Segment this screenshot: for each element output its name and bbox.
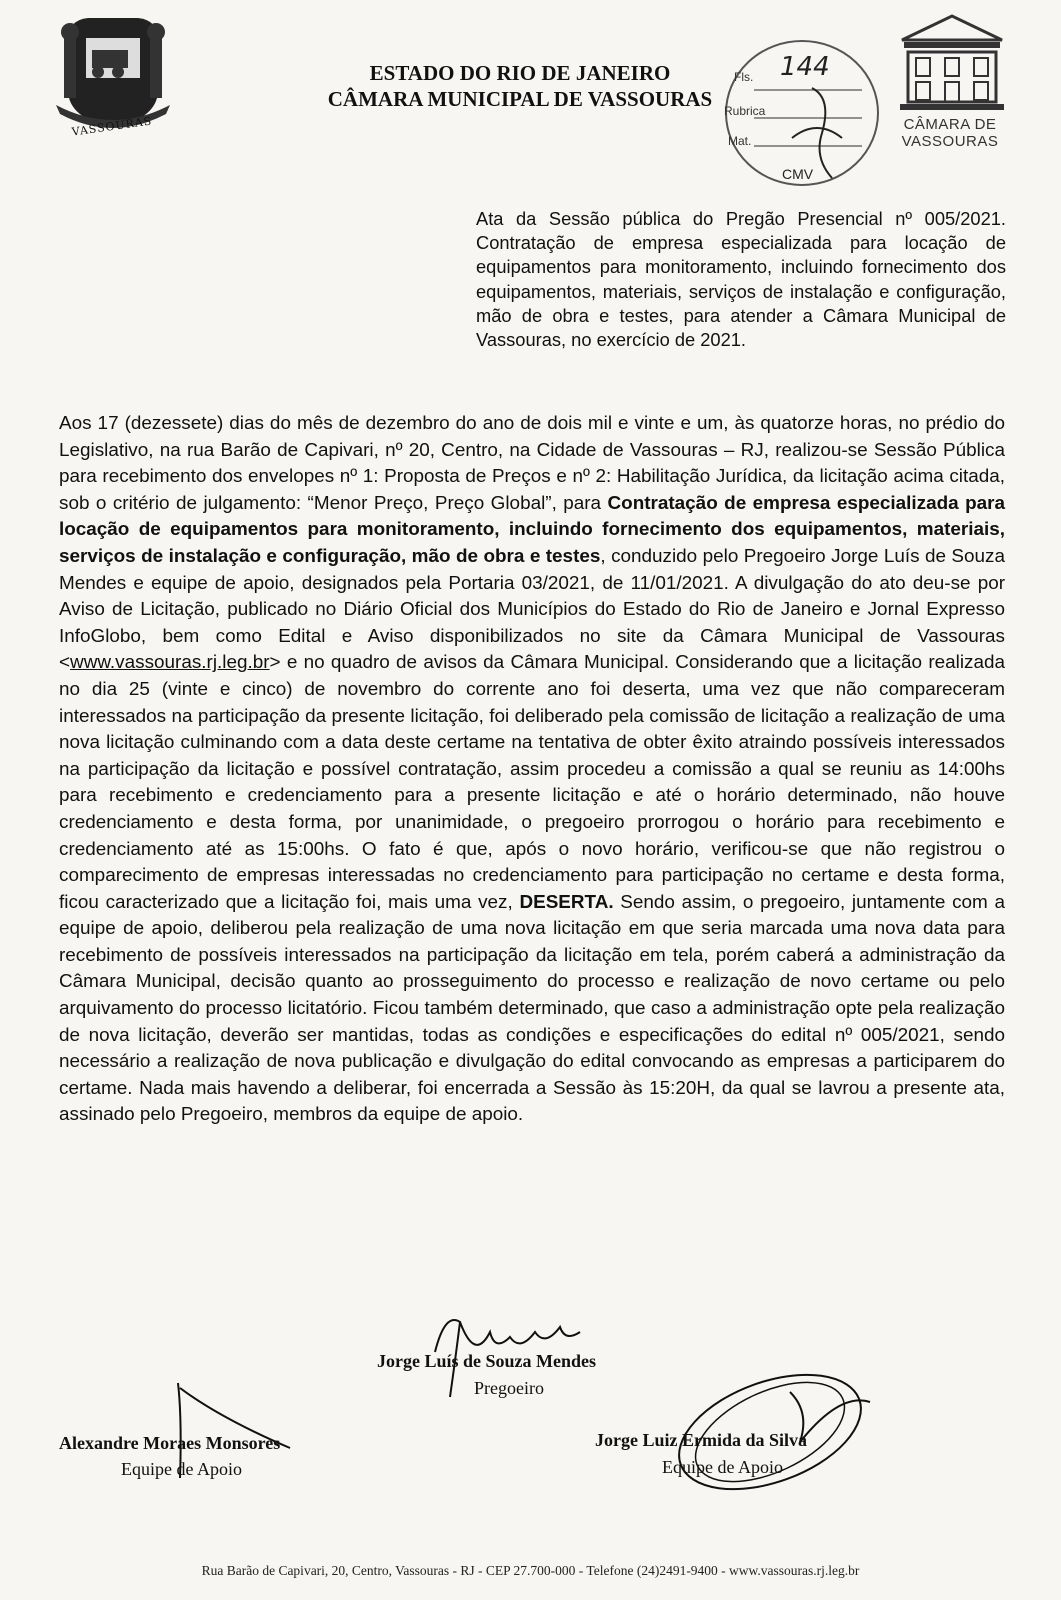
stamp-cmv: CMV [782,166,814,182]
body-part-4: Sendo assim, o pregoeiro, juntamente com a equipe de apoio, deliberou pela realização de uma nova licitação em que seria marcada uma nova data para recebimento de possíveis interessados na participação da licitação em tela, porém caberá a administração da Câmara Municipal, decisão quanto ao prosseguimento do processo e realização de novo certame ou pelo arquivamento do processo licitatório. Ficou também determinado, que caso a administração opte pela realização de nova licitação, deverão ser mantidas, todas as condições e especificações do edital nº 005/2021, sendo necessário a realização de nova publicação e divulgação do edital convocando as empresas a participarem do certame. Nada mais havendo a deliberar, foi encerrada a Sessão às 15:20H, da qual se lavrou a presente ata, assinado pelo Pregoeiro, membros da equipe de apoio. [59,891,1006,1126]
member1-name: Alexandre Moraes Monsores [59,1433,281,1453]
left-logo-caption: VASSOURAS [70,114,154,139]
page-number-stamp [722,38,882,188]
camara-building-logo [896,12,1008,112]
stamp-fls-value: 144 [780,52,830,82]
member2-role: Equipe de Apoio [662,1457,783,1477]
member1-role: Equipe de Apoio [121,1459,242,1479]
footer-address: Rua Barão de Capivari, 20, Centro, Vassouras - RJ - CEP 27.700-000 - Telefone (24)2491-9400 - www.vassouras.rj.leg.br [201,1563,860,1578]
right-logo-caption-line1: CÂMARA DE [903,116,997,133]
right-logo-caption [880,116,1020,150]
body-part-1: Aos 17 (dezessete) dias do mês de dezembro do ano de dois mil e vinte e um, às quatorze horas, no prédio do Legislativo, na rua Barão de Capivari, nº 20, Centro, na Cidade de Vassouras – RJ, realizou-se Sessão Pública para recebimento dos envelopes nº 1: Proposta de Preços e nº 2: Habilitação Jurídica, da licitação acima citada, sob o critério de julgamento: “Menor Preço, Preço Global”, para [59,413,1005,514]
right-logo-caption-line2: VASSOURAS [901,133,999,150]
member2-name: Jorge Luiz Ermida da Silva [595,1430,808,1450]
page-header-title [300,60,740,112]
pregoeiro-role: Pregoeiro [474,1378,544,1398]
minutes-body [59,411,1005,1129]
website-link[interactable]: www.vassouras.rj.leg.br [70,652,270,674]
summary-ementa: Ata da Sessão pública do Pregão Presencial nº 005/2021. Contratação de empresa especializada para locação de equipamentos para monitoramento, incluindo fornecimento dos equipamentos, materiais, serviços de instalação e configuração, mão de obra e testes, para atender a Câmara Municipal de Vassouras, no exercício de 2021. [476,208,1006,351]
body-bold-deserta: DESERTA. [519,891,614,913]
body-bold-object: Contratação de empresa especializada para locação de equipamentos para monitoramento, incluindo fornecimento dos equipamentos, materiais, serviços de instalação e configuração, mão de obra e testes [59,492,1005,567]
header-state: ESTADO DO RIO DE JANEIRO [369,61,671,85]
stamp-mat-label: Mat. [728,134,752,148]
header-chamber: CÂMARA MUNICIPAL DE VASSOURAS [327,87,713,111]
stamp-rubrica-label: Rubrica [724,104,766,118]
body-part-3: > e no quadro de avisos da Câmara Municipal. Considerando que a licitação realizada no dia 25 (vinte e cinco) de novembro do corrente ano foi deserta, uma vez que não compareceram interessados na participação da presente licitação, foi deliberado pela comissão de licitação a realização de uma nova licitação culminando com a data deste certame na tentativa de obter êxito atraindo possíveis interessados na participação da licitação e possível contratação, assim procedeu a comissão a qual se reuniu as 14:00hs para recebimento e credenciamento para a presente licitação e até o horário determinado, não houve credenciamento e desta forma, por unanimidade, o pregoeiro prorrogou o horário para recebimento e credenciamento até as 15:00hs. O fato é que, após o novo horário, verificou-se que não registrou o comparecimento de empresas interessadas no credenciamento para participação no certame e desta forma, ficou caracterizado que a licitação foi, mais uma vez, [59,652,1005,913]
body-part-2: , conduzido pelo Pregoeiro Jorge Luís de Souza Mendes e equipe de apoio, designados pela Portaria 03/2021, de 11/01/2021. A divulgação do ato deu-se por Aviso de Licitação, publicado no Diário Oficial dos Municípios do Estado do Rio de Janeiro e Jornal Expresso InfoGlobo, bem como Edital e Aviso disponibilizados no site da Câmara Municipal de Vassouras < [59,545,1005,674]
stamp-fls-label: Fls. [734,70,754,84]
pregoeiro-name: Jorge Luís de Souza Mendes [377,1351,597,1371]
